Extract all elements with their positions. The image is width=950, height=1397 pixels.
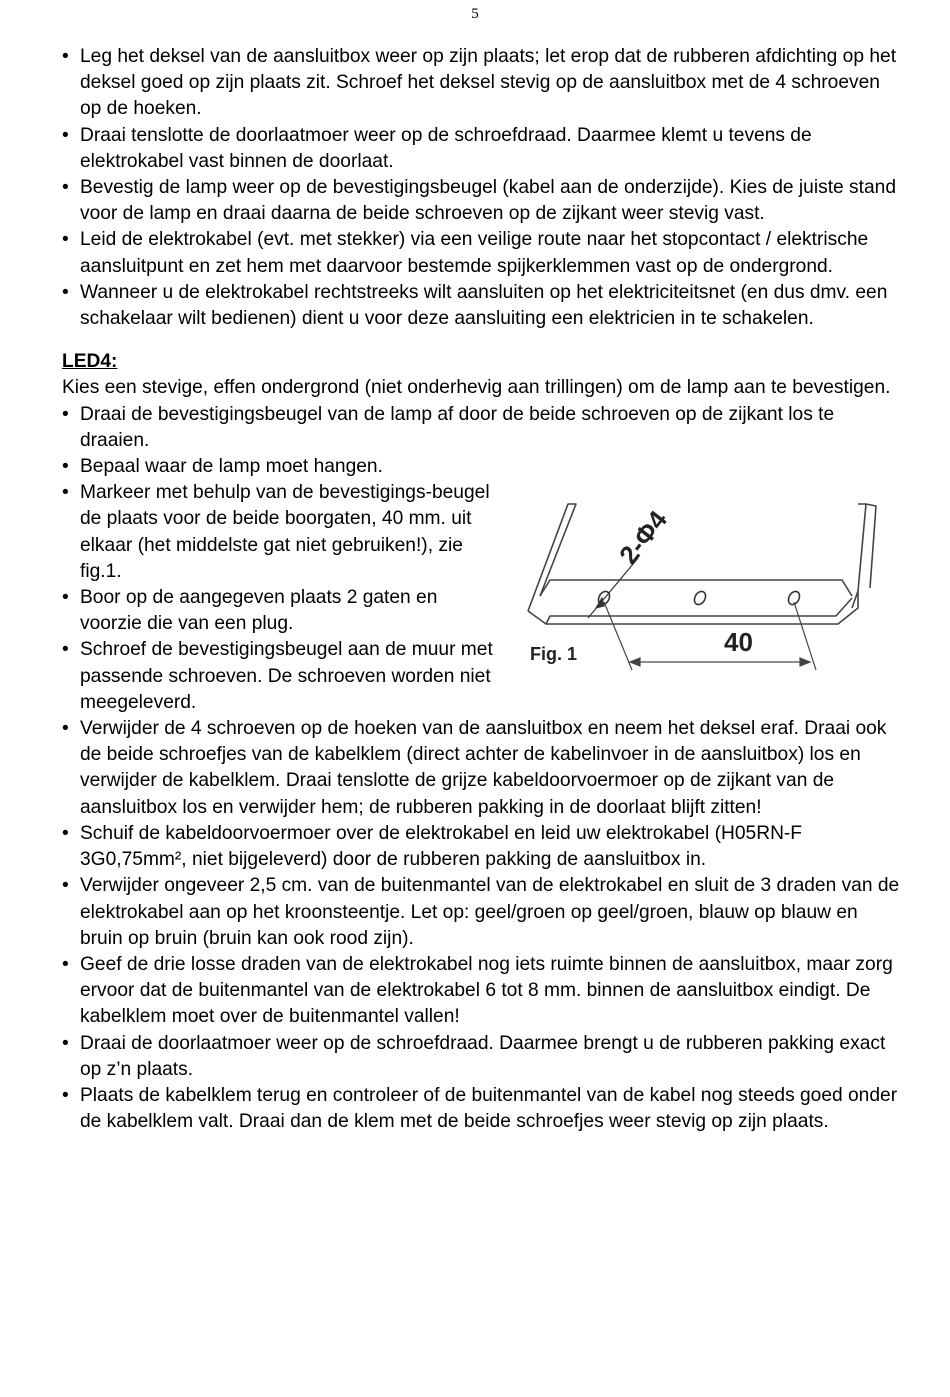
list-item: • Boor op de aangegeven plaats 2 gaten en voorzie die van een plug. xyxy=(62,585,502,637)
hole-label: 2-Φ4 xyxy=(613,505,674,570)
list-item: • Draai de bevestigingsbeugel van de lamp af door de beide schroeven op de zijkant los te draaien. xyxy=(62,402,902,454)
document-body xyxy=(62,44,902,1135)
bracket-figure xyxy=(520,496,910,708)
list-item: • Bepaal waar de lamp moet hangen. xyxy=(62,454,902,480)
instruction-list-3 xyxy=(62,716,902,1135)
list-item: • Geef de drie losse draden van de elektrokabel nog iets ruimte binnen de aansluitbox, maar zorg ervoor dat de buitenmantel van de elektrokabel 6 tot 8 mm. binnen de aansluitbox eindigt. De kabelklem moet over de buitenmantel vallen! xyxy=(62,952,902,1031)
list-item: • Bevestig de lamp weer op de bevestigingsbeugel (kabel aan de onderzijde). Kies de juiste stand voor de lamp en draai daarna de beide schroeven op de zijkant weer stevig vast. xyxy=(62,175,902,227)
list-item: • Leid de elektrokabel (evt. met stekker) via een veilige route naar het stopcontact / elektrische aansluitpunt en zet hem met daarvoor bestemde spijkerklemmen vast op de ondergrond. xyxy=(62,227,902,279)
list-item: • Markeer met behulp van de bevestigings-beugel de plaats voor de beide boorgaten, 40 mm. uit elkaar (het middelste gat niet gebruiken!), zie fig.1. xyxy=(62,480,502,585)
list-item: • Schuif de kabeldoorvoermoer over de elektrokabel en leid uw elektrokabel (H05RN-F 3G0,75mm², niet bijgeleverd) door de rubberen pakking de aansluitbox in. xyxy=(62,821,902,873)
hole-right xyxy=(786,590,802,607)
list-item: • Wanneer u de elektrokabel rechtstreeks wilt aansluiten op het elektriciteitsnet (en dus dmv. een schakelaar wilt bedienen) dient u voor deze aansluiting een elektricien in te schakelen. xyxy=(62,280,902,332)
instruction-list-beside-figure xyxy=(62,480,502,716)
instruction-list-1 xyxy=(62,44,902,332)
section-intro: Kies een stevige, effen ondergrond (niet onderhevig aan trillingen) om de lamp aan te bevestigen. xyxy=(62,377,891,399)
bracket-drawing xyxy=(520,496,910,708)
list-item: • Plaats de kabelklem terug en controleer of de buitenmantel van de kabel nog steeds goed onder de kabelklem valt. Draai dan de klem met de beide schroefjes weer stevig op zijn plaats. xyxy=(62,1083,902,1135)
figure-block xyxy=(62,480,902,716)
page-number: 5 xyxy=(471,6,479,22)
list-item: • Draai de doorlaatmoer weer op de schroefdraad. Daarmee brengt u de rubberen pakking exact op z’n plaats. xyxy=(62,1031,902,1083)
list-item: • Verwijder ongeveer 2,5 cm. van de buitenmantel van de elektrokabel en sluit de 3 draden van de elektrokabel aan op het kroonsteentje. Let op: geel/groen op geel/groen, blauw op blauw en bruin op bruin (bruin kan ook rood zijn). xyxy=(62,873,902,952)
list-item: • Schroef de bevestigingsbeugel aan de muur met passende schroeven. De schroeven worden niet meegeleverd. xyxy=(62,637,502,716)
list-item: • Leg het deksel van de aansluitbox weer op zijn plaats; let erop dat de rubberen afdichting op het deksel goed op zijn plaats zit. Schroef het deksel stevig op de aansluitbox met de 4 schroeven op de hoeken. xyxy=(62,44,902,123)
dimension-label: 40 xyxy=(724,627,753,658)
section-heading-led4: LED4: xyxy=(62,351,118,373)
list-item: • Draai tenslotte de doorlaatmoer weer op de schroefdraad. Daarmee klemt u tevens de elektrokabel vast binnen de doorlaat. xyxy=(62,123,902,175)
figure-caption: Fig. 1 xyxy=(530,644,578,665)
list-item: • Verwijder de 4 schroeven op de hoeken van de aansluitbox en neem het deksel eraf. Draai ook de beide schroefjes van de kabelklem (direct achter de kabelinvoer in de aansluitbox) los en verwijder de kabelklem. Draai tenslotte de grijze kabeldoorvoermoer op de zijkant van de aansluitbox los en verwijder hem; de rubberen pakking in de doorlaat blijft zitten! xyxy=(62,716,902,821)
hole-middle xyxy=(692,590,708,607)
instruction-list-2 xyxy=(62,402,902,481)
